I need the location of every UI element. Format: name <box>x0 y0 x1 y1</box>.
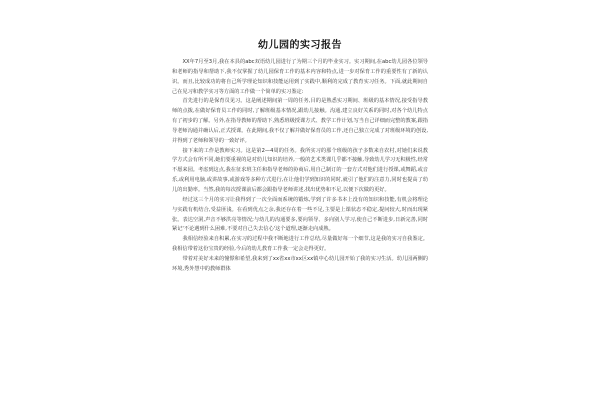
paragraph: 首先进行的是保育员见习。这是阐述期间第一周的任务,目的是熟悉实习期间、班级的基本情况,接受指导教师的点拨,在做好保育员工作的同时,了解班级基本情况,跟幼儿接触。沟通,建立良好关系的同时,对各个幼儿特点有了初步的了解。另外,在指导教师的帮助下,熟悉班级授课方式、教学工作计划,写当自己详细而完整的教案,跟指导老师沟通并确认后,正式授课。在此期间,我不仅了解并做好保育员的工作,还自己独立完成了对班级环境的创设,并得到了老师和领导的一致好评。 <box>172 98 428 144</box>
paragraph: 带着对美好未来的憧憬和希望,我来到了xx省xx市xx区xx镇中心幼儿园开始了我的实习生活。幼儿园两侧的环境,秀外慧中的教师群体 <box>172 255 428 272</box>
document-body <box>172 58 428 275</box>
paragraph: 经过这三个月的实习让我得到了一次全面而系统的锻炼,学到了许多书本上没有的知识和技能,有机会将理论与实践有机结合,受益匪浅。在看到优点之余,我还存在着一些不足,主要是上课状态不稳定,提问较大,时而出现紧张。表达空洞,声音不够洪亮等情况;与幼儿的沟通要多,要向领导、多向别人学习,使自己不断进步,日新完善,同时紧记'不论遇到什么困难,不要对自己失去信心'这个道理,逐渐走向成熟。 <box>172 196 428 233</box>
document-title: 幼儿园的实习报告 <box>258 40 342 51</box>
paragraph: 我相信经验来自积累,在实习的过程中我不断地进行工作总结,尽量做好每一个细节,这是我的实习自我鉴定。我相信带着这份宝贵的经验,今后的幼儿教育工作我一定会走得更好。 <box>172 236 428 253</box>
paragraph: XX年7月至3月,我在本县的abc双语幼儿园进行了为期三个月的毕业实习。实习期间,在abc幼儿园各位领导和老师的指导和帮助下,我不仅掌握了幼儿园保育工作的基本内容和特点,进一步对保育工作的重要性有了新的认识。而且,比较成功的将自己所学理论知识和技能运用到了实践中,顺利的完成了教育实习任务。下面,就此期间自己在见习和教学实习等方面的工作做一个简单的实习鉴定: <box>172 59 428 95</box>
paragraph: 接下来的工作是教师实习。这是第2—4周的任务。我所实习的那个班级的孩子多数来自农村,对她们来说教学方式会有所不同,她们要重视的是对幼儿知识的培养,一般的艺术类课几乎都不接触,导致幼儿学习无积极性,经常不愿来园。考虑到这点,我在征求班主任和指导老师的协商后,用自己制订的一套方式对他们进行授课,或舞蹈,或音乐,或利用电脑,或讲故事,或游戏等多种方式进行,在让他们学到知识的同时,就引了他们的注意力,同时也提高了幼儿的出勤率。当然,我的每次授课前后都会跟指导老师讲述,找出优势和不足,以便下次做的更好。 <box>172 147 428 193</box>
